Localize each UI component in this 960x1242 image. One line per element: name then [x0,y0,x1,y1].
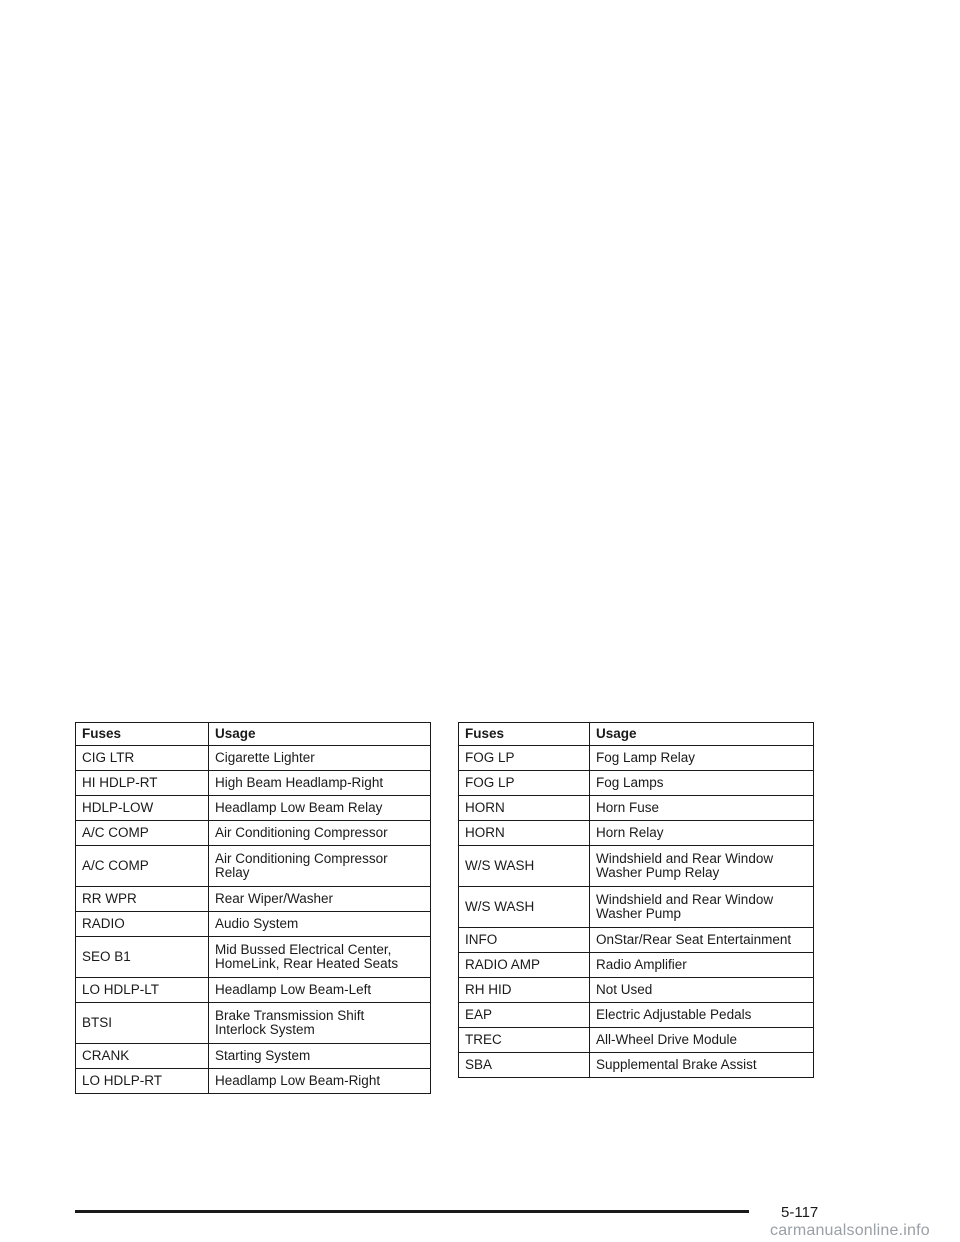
fuse-table-right [458,722,814,1078]
fuse-cell: BTSI [76,1003,209,1044]
usage-cell: Cigarette Lighter [209,746,431,771]
fuse-cell: CIG LTR [76,746,209,771]
table-row [459,771,814,796]
usage-cell: Fog Lamps [590,771,814,796]
usage-cell: Not Used [590,978,814,1003]
usage-cell: Horn Fuse [590,796,814,821]
table-row [76,1044,431,1069]
fuse-cell: HI HDLP-RT [76,771,209,796]
fuse-cell: W/S WASH [459,846,590,887]
fuse-cell: TREC [459,1028,590,1053]
table-row [76,771,431,796]
fuse-cell: RH HID [459,978,590,1003]
usage-cell: Air Conditioning Compressor [209,821,431,846]
table-header-row [459,723,814,746]
header-fuses: Fuses [459,723,590,746]
header-usage: Usage [590,723,814,746]
fuse-cell: LO HDLP-RT [76,1069,209,1094]
table-row [76,887,431,912]
table-row [459,953,814,978]
table-row [76,846,431,887]
usage-cell: Headlamp Low Beam Relay [209,796,431,821]
fuse-cell: RADIO AMP [459,953,590,978]
table-row [76,912,431,937]
fuse-cell: RR WPR [76,887,209,912]
fuse-cell: HORN [459,821,590,846]
usage-cell: Brake Transmission Shift Interlock System [209,1003,431,1044]
fuse-cell: EAP [459,1003,590,1028]
table-row [76,978,431,1003]
usage-cell: Rear Wiper/Washer [209,887,431,912]
fuse-cell: CRANK [76,1044,209,1069]
header-fuses: Fuses [76,723,209,746]
fuse-cell: A/C COMP [76,846,209,887]
table-row [459,846,814,887]
table-row [459,796,814,821]
fuse-cell: SBA [459,1053,590,1078]
table-row [76,937,431,978]
usage-cell: All-Wheel Drive Module [590,1028,814,1053]
usage-cell: Fog Lamp Relay [590,746,814,771]
table-row [76,746,431,771]
table-row [459,887,814,928]
usage-cell: Horn Relay [590,821,814,846]
usage-cell: Windshield and Rear Window Washer Pump Relay [590,846,814,887]
fuse-cell: A/C COMP [76,821,209,846]
usage-cell: Electric Adjustable Pedals [590,1003,814,1028]
footer-rule [75,1210,749,1213]
fuse-table-left [75,722,431,1094]
usage-cell: Windshield and Rear Window Washer Pump [590,887,814,928]
usage-cell: Audio System [209,912,431,937]
fuse-cell: HORN [459,796,590,821]
table-row [459,1028,814,1053]
table-row [459,978,814,1003]
usage-cell: Mid Bussed Electrical Center, HomeLink, Rear Heated Seats [209,937,431,978]
table-row [459,928,814,953]
table-row [459,1053,814,1078]
usage-cell: Radio Amplifier [590,953,814,978]
fuse-cell: FOG LP [459,771,590,796]
usage-cell: Starting System [209,1044,431,1069]
table-row [459,1003,814,1028]
table-row [76,1069,431,1094]
fuse-cell: INFO [459,928,590,953]
table-header-row [76,723,431,746]
usage-cell: Headlamp Low Beam-Left [209,978,431,1003]
fuse-cell: RADIO [76,912,209,937]
table-row [76,1003,431,1044]
fuse-cell: W/S WASH [459,887,590,928]
watermark: carmanualsonline.info [770,1222,930,1239]
usage-cell: OnStar/Rear Seat Entertainment [590,928,814,953]
fuse-cell: LO HDLP-LT [76,978,209,1003]
header-usage: Usage [209,723,431,746]
usage-cell: Supplemental Brake Assist [590,1053,814,1078]
table-row [459,821,814,846]
table-row [76,796,431,821]
usage-cell: Air Conditioning Compressor Relay [209,846,431,887]
table-row [76,821,431,846]
fuse-cell: SEO B1 [76,937,209,978]
fuse-cell: FOG LP [459,746,590,771]
usage-cell: Headlamp Low Beam-Right [209,1069,431,1094]
fuse-cell: HDLP-LOW [76,796,209,821]
usage-cell: High Beam Headlamp-Right [209,771,431,796]
table-row [459,746,814,771]
page-number: 5-117 [781,1204,819,1221]
